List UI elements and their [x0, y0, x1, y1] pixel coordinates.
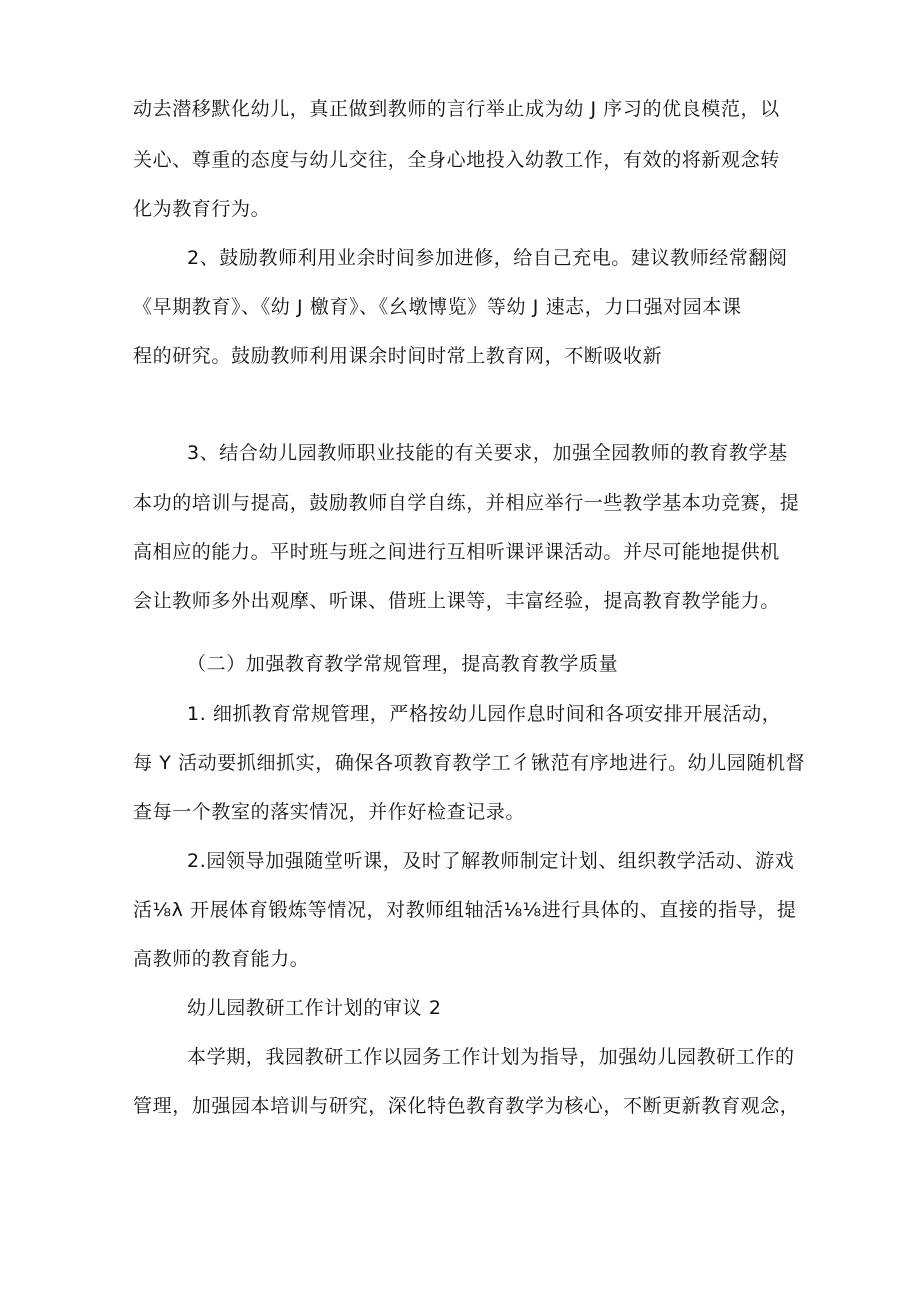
- text-line: 活⅛λ 开展体育锻炼等情况，对教师组轴活⅛⅛进行具体的、直接的指导，提: [133, 899, 797, 921]
- text-line: 关心、尊重的态度与幼儿交往，全身心地投入幼教工作，有效的将新观念转: [133, 149, 780, 171]
- text-line: 1. 细抓教育常规管理，严格按幼儿园作息时间和各项安排开展活动，: [187, 703, 782, 725]
- text-line: 3、结合幼儿园教师职业技能的有关要求，加强全园教师的教育教学基: [187, 442, 788, 464]
- text-line: 会让教师多外出观摩、听课、借班上课等，丰富经验，提高教育教学能力。: [133, 590, 780, 612]
- text-line: 查每一个教室的落实情况，并作好检查记录。: [133, 801, 526, 823]
- text-line: 本学期，我园教研工作以园务工作计划为指导，加强幼儿园教研工作的: [187, 1046, 795, 1068]
- text-line: 2.园领导加强随堂听课，及时了解教师制定计划、组织教学活动、游戏: [187, 850, 795, 872]
- text-line: 高相应的能力。平时班与班之间进行互相听课评课活动。并尽可能地提供机: [133, 541, 780, 563]
- text-line: 化为教育行为。: [133, 198, 271, 220]
- text-line: 《早期教育》、《幼 J 檄育》、《幺墩博览》等幼 J 速志，力口强对园本课: [133, 296, 742, 318]
- text-line: 高教师的教育能力。: [133, 948, 310, 970]
- section-heading: （二）加强教育教学常规管理，提高教育教学质量: [187, 653, 619, 675]
- text-line: 动去潜移默化幼儿，真正做到教师的言行举止成为幼 J 序习的优良模范，以: [133, 98, 780, 120]
- text-line: 2、鼓励教师利用业余时间参加进修，给自己充电。建议教师经常翻阅: [187, 247, 788, 269]
- text-line: 管理，加强园本培训与研究，深化特色教育教学为核心，不断更新教育观念，: [133, 1095, 800, 1117]
- text-line: 程的研究。鼓励教师利用课余时间时常上教育网，不断吸收新: [133, 345, 663, 367]
- text-line: 每 Y 活动要抓细抓实，确保各项教育教学工彳锹范有序地进行。幼儿园随机督: [133, 752, 806, 774]
- text-line: 本功的培训与提高，鼓励教师自学自练，并相应举行一些教学基本功竞赛，提: [133, 492, 800, 514]
- document-title: 幼儿园教研工作计划的审议 2: [187, 997, 442, 1019]
